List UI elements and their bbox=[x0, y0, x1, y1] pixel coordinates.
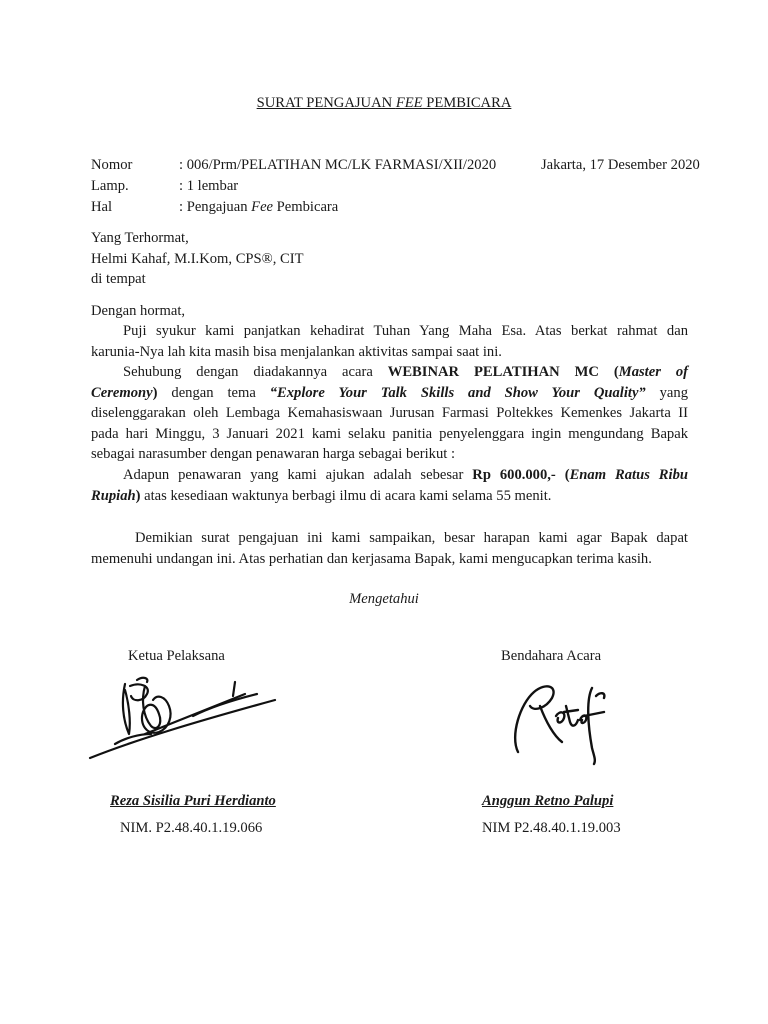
hal-value: : Pengajuan Fee Pembicara bbox=[179, 199, 339, 215]
letter-title: SURAT PENGAJUAN FEE PEMBICARA bbox=[256, 95, 512, 111]
role-bendahara: Bendahara Acara bbox=[501, 648, 602, 664]
recipient-name: Helmi Kahaf, M.I.Kom, CPS®, CIT bbox=[91, 251, 304, 267]
name-bendahara: Anggun Retno Palupi bbox=[482, 793, 614, 809]
role-ketua: Ketua Pelaksana bbox=[128, 648, 225, 664]
lamp-label: Lamp. bbox=[91, 178, 129, 194]
hal-label: Hal bbox=[91, 199, 113, 215]
offer-amount: Rp 600.000,- bbox=[472, 467, 556, 483]
nim-bendahara: NIM P2.48.40.1.19.003 bbox=[482, 820, 621, 836]
salutation: Dengan hormat, bbox=[91, 303, 186, 319]
paragraph-4: Demikian surat pengajuan ini kami sampaikan, besar harapan kami agar Bapak dapat memenuhi undangan ini. Atas perhatian dan kerjasama Bapak, kami mengucapkan terima kasih. bbox=[91, 530, 688, 567]
paragraph-3: Adapun penawaran yang kami ajukan adalah sebesar Rp 600.000,- (Enam Ratus Ribu Rupiah) atas kesediaan waktunya berbagi ilmu di acara kami selama 55 menit. bbox=[91, 467, 688, 504]
mengetahui-label: Mengetahui bbox=[349, 591, 419, 607]
nomor-value: : 006/Prm/PELATIHAN MC/LK FARMASI/XII/2020 bbox=[179, 157, 497, 173]
signature-bendahara bbox=[500, 676, 620, 766]
event-theme: “Explore Your Talk Skills and Show Your Quality” bbox=[269, 384, 646, 401]
nim-ketua: NIM. P2.48.40.1.19.066 bbox=[120, 820, 263, 836]
signature-ketua bbox=[85, 672, 285, 772]
nomor-label: Nomor bbox=[91, 157, 133, 173]
lamp-value: : 1 lembar bbox=[179, 178, 239, 194]
recipient-greeting: Yang Terhormat, bbox=[91, 230, 189, 246]
letter-date: Jakarta, 17 Desember 2020 bbox=[541, 157, 700, 173]
event-name: WEBINAR PELATIHAN MC bbox=[387, 364, 599, 380]
paragraph-1: Puji syukur kami panjatkan kehadirat Tuhan Yang Maha Esa. Atas berkat rahmat dan karunia-Nya lah kita masih bisa menjalankan aktivitas sampai saat ini. bbox=[91, 323, 688, 360]
name-ketua: Reza Sisilia Puri Herdianto bbox=[110, 793, 276, 809]
recipient-place: di tempat bbox=[91, 271, 146, 287]
paragraph-2: Sehubung dengan diadakannya acara WEBINAR PELATIHAN MC (Master of Ceremony) dengan tema “Explore Your Talk Skills and Show Your Quality” yang diselenggarakan oleh Lembaga Kemahasiswaan Jurusan Farmasi Poltekkes Kemenkes Jakarta II pada hari Minggu, 3 Januari 2021 kami selaku panitia penyelenggara ingin mengundang Bapak sebagai narasumber dengan penawaran harga sebagai berikut : bbox=[91, 364, 688, 462]
